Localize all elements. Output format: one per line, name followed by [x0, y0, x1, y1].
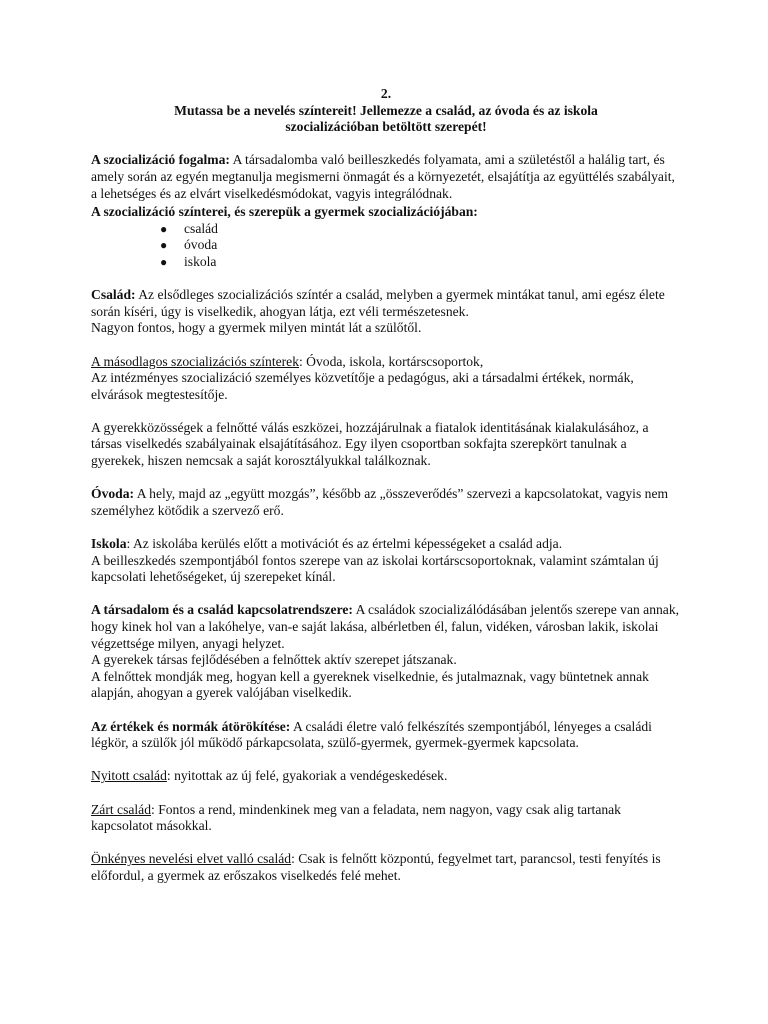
family-term: Család: — [91, 287, 136, 303]
socialization-term: A szocializáció fogalma: — [91, 152, 230, 168]
venues-list — [91, 221, 681, 271]
closed-family-paragraph: Zárt család: Fontos a rend, mindenkinek meg van a feladata, nem nagyon, vagy csak alig tartanak kapcsolatot másokkal. — [91, 801, 621, 834]
document-page — [91, 86, 681, 885]
list-item: ● iskola — [160, 253, 217, 269]
arbitrary-family-paragraph: Önkényes nevelési elvet valló család: Csak is felnőtt központú, fegyelmet tart, parancsol, testi fenyítés is előfordul, a gyermek az erőszakos viselkedés felé mehet. — [91, 851, 661, 883]
kindergarten-term: Óvoda: — [91, 486, 135, 502]
society-paragraph-2: A gyerekek társas fejlődésében a felnőttek aktív szerepet játszanak. — [91, 652, 457, 668]
bullet-dot-icon: ● — [160, 238, 168, 253]
kindergarten-paragraph: Óvoda: A hely, majd az „együtt mozgás”, később az „összeverődés” szervezi a kapcsolatokat, vagyis nem személyhez kötődik a szervező erő. — [91, 486, 669, 518]
question-title-line-1: Mutassa be a nevelés színtereit! Jellemezze a család, az óvoda és az iskola — [174, 102, 598, 118]
list-item: ● család — [160, 220, 218, 236]
values-paragraph: Az értékek és normák átörökítése: A családi életre való felkészítés szempontjából, lényeges a családi légkör, a szülők jól működő párkapcsolata, szülő-gyermek, gyermek-gyermek kapcsolata. — [91, 718, 652, 751]
family-paragraph: Család: Az elsődleges szocializációs színtér a család, melyben a gyermek mintákat tanul, ami egész élete során kíséri, úgy is viselkedik, ahogyan látja, ezt véli természetesnek. — [91, 287, 665, 319]
question-title-line-2: szocializációban betöltött szerepét! — [285, 119, 487, 135]
bullet-dot-icon: ● — [160, 221, 168, 236]
open-family-term: Nyitott család — [91, 768, 167, 784]
school-paragraph: Iskola: Az iskolába kerülés előtt a motivációt és az értelmi képességeket a család adja. — [91, 536, 563, 552]
socialization-text: A társadalomba való beilleszkedés folyamata, ami a születéstől a halálig tart, és amely során az egyén megtanulja megismerni önmagát és a környezetét, elsajátítja az együttélés szabályait, a lehetséges és az elvárt viselkedésmódokat, vagyis integrálódnak. — [91, 152, 675, 201]
values-term: Az értékek és normák átörökítése: — [91, 718, 291, 734]
school-paragraph-2: A beilleszkedés szempontjából fontos szerepe van az iskolai kortárscsoportoknak, valamint számtalan új kapcsolati lehetőségeket, új szerepeket kínál. — [91, 552, 659, 585]
section-number: 2. — [380, 86, 392, 101]
society-term: A társadalom és a család kapcsolatrendszere: — [91, 602, 353, 618]
secondary-paragraph: A másodlagos szocializációs színterek: Óvoda, iskola, kortárscsoportok, — [91, 353, 484, 369]
secondary-paragraph-2: Az intézményes szocializáció személyes közvetítője a pedagógus, aki a társadalmi értékek, normák, elvárások megtestesítője. — [91, 370, 634, 402]
society-paragraph-3: A felnőttek mondják meg, hogyan kell a gyereknek viselkednie, és jutalmaznak, vagy büntetnek annak alapján, ahogyan a gyerek valójában viselkedik. — [91, 668, 649, 701]
groups-paragraph: A gyerekközösségek a felnőtté válás eszközei, hozzájárulnak a fiatalok identitásának kialakulásához, a társas viselkedés szabályainak elsajátításához. Egy ilyen csoportban sokfajta szerepkört tanulnak a gyerekek, hiszen nemcsak a saját korosztályukkal találkoznak. — [91, 419, 649, 469]
open-family-paragraph: Nyitott család: nyitottak az új felé, gyakoriak a vendégeskedések. — [91, 768, 448, 784]
secondary-term: A másodlagos szocializációs színterek — [91, 353, 299, 369]
socialization-definition — [91, 152, 681, 202]
society-paragraph: A társadalom és a család kapcsolatrendszere: A családok szocializálódásában jelentős szerepe van annak, hogy kinek hol van a lakóhelye, van-e saját lakása, albérletben él, falun, vidéken, városban lakik, iskolai végzettsége milyen, anyagi helyzet. — [91, 602, 680, 651]
list-item: ● óvoda — [160, 237, 218, 253]
family-paragraph-2: Nagyon fontos, hogy a gyermek milyen mintát lát a szülőtől. — [91, 320, 422, 336]
bullet-dot-icon: ● — [160, 254, 168, 269]
school-term: Iskola — [91, 536, 127, 552]
arbitrary-family-term: Önkényes nevelési elvet valló család — [91, 851, 292, 867]
venues-title: A szocializáció színterei, és szerepük a gyermek szocializációjában: — [91, 204, 478, 220]
closed-family-term: Zárt család — [91, 801, 152, 817]
